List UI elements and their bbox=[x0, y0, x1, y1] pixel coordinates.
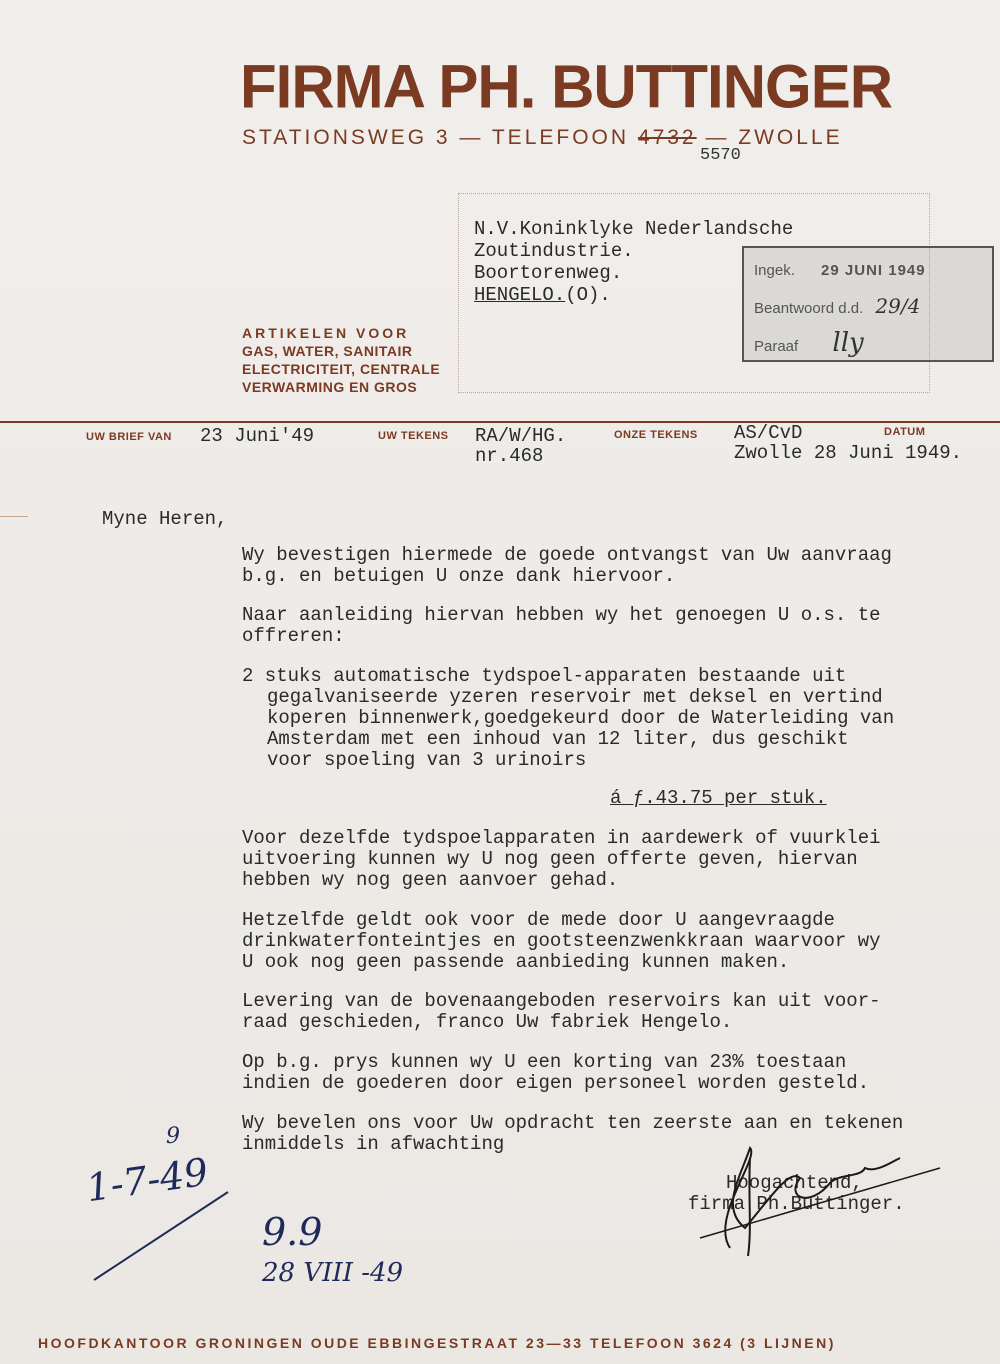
uw-brief-van-value: 23 Juni'49 bbox=[200, 425, 315, 447]
uw-brief-van-label: UW BRIEF VAN bbox=[86, 431, 172, 443]
stamp-ingek-date: 29 JUNI 1949 bbox=[821, 262, 926, 279]
stamp-beantwoord-label: Beantwoord d.d. bbox=[754, 300, 864, 317]
paragraph-2 bbox=[242, 605, 881, 647]
offer-item bbox=[242, 666, 894, 771]
paragraph-line: drinkwaterfonteintjes en gootsteenzwenkkraan waarvoor wy bbox=[242, 930, 881, 952]
paragraph-line: offreren: bbox=[242, 625, 345, 647]
recipient-line: Zoutindustrie. bbox=[474, 240, 634, 262]
recipient-line: Boortorenweg. bbox=[474, 262, 623, 284]
business-articles bbox=[242, 324, 440, 396]
stamp-ingek-label: Ingek. bbox=[754, 262, 795, 279]
stamp-beantwoord-value: 29/4 bbox=[875, 294, 921, 318]
handwritten-note-99: 9.9 bbox=[262, 1210, 323, 1254]
uw-tekens-number: nr.468 bbox=[475, 445, 544, 467]
handwritten-date-bottom: 28 VIII -49 bbox=[262, 1258, 404, 1288]
articles-line: ELECTRICITEIT, CENTRALE bbox=[242, 361, 441, 377]
handwritten-mark-left: 9 bbox=[166, 1124, 180, 1149]
paragraph-line: Wy bevelen ons voor Uw opdracht ten zeerste aan en tekenen bbox=[242, 1112, 904, 1134]
datum-label: DATUM bbox=[884, 426, 926, 438]
articles-line: GAS, WATER, SANITAIR bbox=[242, 343, 413, 359]
paragraph-line: U ook nog geen passende aanbieding kunnen maken. bbox=[242, 951, 790, 973]
old-phone-number: 4732 bbox=[637, 126, 697, 149]
onze-tekens-value: AS/CvD bbox=[734, 422, 803, 444]
paragraph-5 bbox=[242, 991, 881, 1033]
handwritten-stroke bbox=[92, 1188, 232, 1288]
uw-tekens-label: UW TEKENS bbox=[378, 430, 449, 442]
paragraph-line: Wy bevestigen hiermede de goede ontvangst van Uw aanvraag bbox=[242, 544, 892, 566]
recipient-city: HENGELO. bbox=[474, 284, 566, 306]
offer-item-line: 2 stuks automatische tydspoel-apparaten bestaande uit bbox=[242, 665, 847, 687]
salutation: Myne Heren, bbox=[102, 508, 228, 530]
stamp-paraaf-row bbox=[754, 328, 864, 358]
received-stamp bbox=[742, 246, 994, 362]
recipient-line: N.V.Koninklyke Nederlandsche bbox=[474, 218, 794, 240]
paragraph-line: Naar aanleiding hiervan hebben wy het genoegen U o.s. te bbox=[242, 604, 881, 626]
datum-value: Zwolle 28 Juni 1949. bbox=[734, 442, 963, 464]
address-suffix: — ZWOLLE bbox=[696, 126, 843, 149]
paragraph-line: Op b.g. prys kunnen wy U een korting van 23% toestaan bbox=[242, 1051, 847, 1073]
paragraph-line: hebben wy nog geen aanvoer gehad. bbox=[242, 869, 619, 891]
new-phone-number: 5570 bbox=[700, 146, 741, 165]
stamp-beantwoord-row bbox=[754, 294, 920, 318]
company-name: FIRMA PH. BUTTINGER bbox=[240, 52, 893, 121]
paragraph-line: inmiddels in afwachting bbox=[242, 1133, 505, 1155]
offer-item-line: Amsterdam met een inhoud van 12 liter, dus geschikt bbox=[267, 728, 849, 750]
closing: Hoogachtend, bbox=[726, 1172, 863, 1194]
signature bbox=[690, 1138, 950, 1268]
paragraph-6 bbox=[242, 1052, 869, 1094]
paragraph-line: Voor dezelfde tydspoelapparaten in aardewerk of vuurklei bbox=[242, 827, 881, 849]
company-address bbox=[242, 126, 843, 150]
offer-item-line: gegalvaniseerde yzeren reservoir met deksel en vertind bbox=[267, 686, 883, 708]
address-prefix: STATIONSWEG 3 — TELEFOON bbox=[242, 126, 638, 149]
articles-line: VERWARMING EN GROS bbox=[242, 379, 418, 395]
offer-item-line: voor spoeling van 3 urinoirs bbox=[267, 749, 587, 771]
paragraph-line: Levering van de bovenaangeboden reservoirs kan uit voor- bbox=[242, 990, 881, 1012]
stamp-paraaf-value: lly bbox=[832, 328, 864, 358]
offer-item-line: koperen binnenwerk,goedgekeurd door de Waterleiding van bbox=[267, 707, 895, 729]
articles-line: ARTIKELEN VOOR bbox=[242, 325, 410, 341]
signatory: firma Ph.Buttinger. bbox=[688, 1193, 905, 1215]
paragraph-line: indien de goederen door eigen personeel worden gesteld. bbox=[242, 1072, 870, 1094]
paragraph-4 bbox=[242, 910, 881, 973]
offer-price: á ƒ.43.75 per stuk. bbox=[610, 787, 827, 809]
paragraph-line: uitvoering kunnen wy U nog geen offerte geven, hiervan bbox=[242, 848, 858, 870]
stamp-ingek-row bbox=[754, 262, 926, 279]
onze-tekens-label: ONZE TEKENS bbox=[614, 429, 698, 441]
fold-mark bbox=[0, 516, 28, 517]
paragraph-3 bbox=[242, 828, 881, 891]
paragraph-line: raad geschieden, franco Uw fabriek Hengelo. bbox=[242, 1011, 733, 1033]
header-rule bbox=[0, 421, 1000, 423]
handwritten-date-left: 1-7-49 bbox=[83, 1149, 211, 1211]
stamp-paraaf-label: Paraaf bbox=[754, 338, 799, 355]
paragraph-line: b.g. en betuigen U onze dank hiervoor. bbox=[242, 565, 676, 587]
paragraph-1 bbox=[242, 545, 892, 587]
uw-tekens-value: RA/W/HG. bbox=[475, 425, 567, 447]
footer-headoffice: HOOFDKANTOOR GRONINGEN OUDE EBBINGESTRAAT 23—33 TELEFOON 3624 (3 LIJNEN) bbox=[38, 1335, 836, 1351]
recipient-city-suffix: (O). bbox=[565, 284, 611, 306]
paragraph-line: Hetzelfde geldt ook voor de mede door U aangevraagde bbox=[242, 909, 835, 931]
